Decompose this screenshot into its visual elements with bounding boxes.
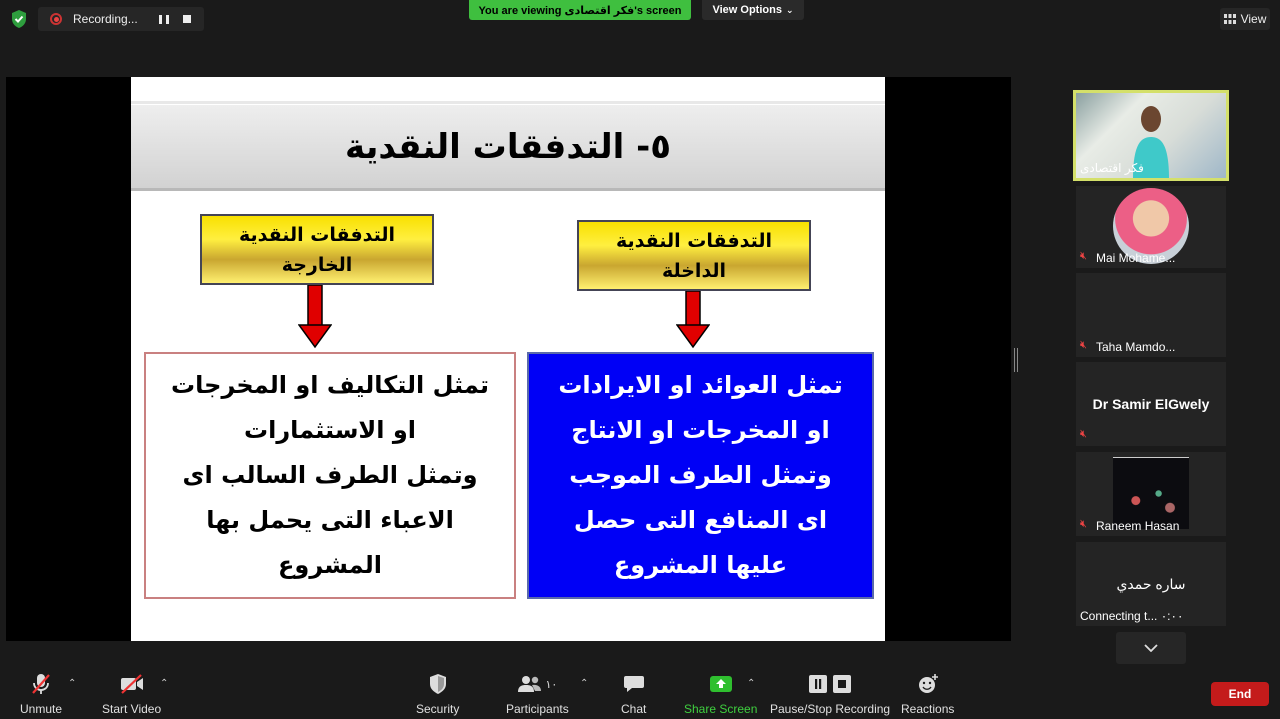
reactions-button[interactable] bbox=[901, 672, 954, 716]
slide-title: ٥- التدفقات النقدية bbox=[345, 126, 671, 167]
participant-tile-active-speaker[interactable] bbox=[1073, 90, 1229, 181]
shield-icon bbox=[428, 673, 448, 695]
chevron-down-icon: ⌄ bbox=[785, 4, 794, 15]
view-button[interactable] bbox=[1220, 8, 1270, 30]
unmute-label: Unmute bbox=[20, 702, 63, 716]
inflow-line-4: اى المنافع التى حصل bbox=[573, 506, 828, 534]
participant-name: Raneem Hasan bbox=[1096, 519, 1180, 533]
outflow-line-5: المشروع bbox=[278, 551, 382, 579]
chat-button[interactable] bbox=[621, 672, 646, 716]
end-meeting-button[interactable]: End bbox=[1211, 682, 1269, 706]
video-options-caret-icon[interactable]: ⌃ bbox=[160, 678, 169, 689]
outflow-line-2: او الاستثمارات bbox=[243, 416, 417, 444]
slide-title-bar bbox=[131, 105, 885, 191]
slide-top-line bbox=[131, 101, 885, 104]
outflow-line-3: وتمثل الطرف السالب اى bbox=[182, 461, 478, 489]
participants-button[interactable] bbox=[506, 672, 569, 716]
stop-recording-button[interactable] bbox=[183, 15, 191, 23]
participant-name: Taha Mamdo... bbox=[1096, 340, 1176, 354]
inflow-header-line-1: التدفقات النقدية bbox=[615, 229, 773, 252]
security-shield-icon bbox=[10, 9, 28, 29]
scroll-participants-down-button[interactable] bbox=[1116, 632, 1186, 664]
panel-resize-handle[interactable] bbox=[1014, 348, 1018, 372]
view-options-button[interactable] bbox=[702, 0, 804, 20]
security-label: Security bbox=[416, 702, 460, 716]
outflow-header-line-2: الخارجة bbox=[281, 253, 353, 276]
start-video-button[interactable] bbox=[102, 672, 161, 716]
connecting-status: Connecting t... ٠:٠٠ bbox=[1080, 609, 1184, 623]
pause-stop-recording-label: Pause/Stop Recording bbox=[770, 702, 891, 716]
down-arrow-icon bbox=[676, 291, 710, 349]
audio-options-caret-icon[interactable]: ⌃ bbox=[68, 678, 77, 689]
pause-stop-recording-button[interactable] bbox=[770, 672, 890, 716]
muted-mic-icon: 🔇︎ bbox=[1080, 428, 1087, 440]
participant-tile[interactable] bbox=[1076, 362, 1226, 446]
outflow-description-box bbox=[144, 352, 516, 599]
muted-mic-icon: 🔇︎ bbox=[1080, 339, 1087, 351]
recording-dot-icon bbox=[50, 13, 62, 25]
inflow-line-5: عليها المشروع bbox=[613, 551, 788, 579]
video-camera-off-icon bbox=[119, 674, 145, 694]
share-options-caret-icon[interactable]: ⌃ bbox=[747, 678, 756, 689]
participant-name: Dr Samir ElGwely bbox=[1092, 396, 1210, 412]
participant-tile[interactable] bbox=[1076, 186, 1226, 268]
shared-screen bbox=[6, 77, 1011, 641]
muted-mic-icon: 🔇︎ bbox=[1080, 250, 1087, 262]
participants-options-caret-icon[interactable]: ⌃ bbox=[580, 678, 589, 689]
participants-icon bbox=[517, 674, 543, 694]
microphone-muted-icon bbox=[30, 672, 52, 696]
inflow-line-2: او المخرجات او الانتاج bbox=[571, 416, 830, 444]
outflow-line-4: الاعباء التى يحمل بها bbox=[206, 506, 454, 534]
unmute-button[interactable] bbox=[20, 672, 62, 716]
outflow-header-box bbox=[200, 214, 434, 285]
recording-indicator bbox=[38, 7, 204, 31]
chat-bubble-icon bbox=[623, 674, 645, 694]
grid-view-icon bbox=[1224, 14, 1236, 24]
participant-name: Mai Mohame... bbox=[1096, 251, 1176, 265]
viewing-screen-banner: You are viewing فكر اقتصادى's screen bbox=[469, 0, 691, 20]
inflow-description-box bbox=[527, 352, 874, 599]
chevron-down-icon bbox=[1144, 644, 1158, 652]
inflow-line-1: تمثل العوائد او الايرادات bbox=[558, 371, 843, 399]
security-button[interactable] bbox=[416, 672, 459, 716]
inflow-line-3: وتمثل الطرف الموجب bbox=[569, 461, 832, 489]
meeting-toolbar bbox=[0, 664, 1280, 719]
smiley-plus-icon bbox=[916, 673, 940, 695]
pause-stop-icon bbox=[808, 674, 852, 694]
reactions-label: Reactions bbox=[901, 702, 955, 716]
view-label: View bbox=[1240, 12, 1267, 26]
chat-label: Chat bbox=[621, 702, 647, 716]
participant-name: فكر اقتصادى bbox=[1080, 161, 1144, 175]
pause-recording-button[interactable] bbox=[159, 15, 169, 24]
participant-name: ساره حمدي bbox=[1116, 576, 1186, 592]
share-screen-icon bbox=[709, 675, 733, 693]
participant-tile[interactable] bbox=[1076, 273, 1226, 357]
participant-tile[interactable] bbox=[1076, 542, 1226, 626]
participants-count: ١٠ bbox=[545, 678, 558, 691]
participants-label: Participants bbox=[506, 702, 569, 716]
start-video-label: Start Video bbox=[102, 702, 162, 716]
inflow-header-line-2: الداخلة bbox=[661, 259, 727, 282]
view-options-label: View Options bbox=[712, 4, 782, 16]
outflow-line-1: تمثل التكاليف او المخرجات bbox=[171, 371, 489, 399]
down-arrow-icon bbox=[298, 285, 332, 349]
participant-tile[interactable] bbox=[1076, 452, 1226, 536]
share-screen-label: Share Screen bbox=[684, 702, 758, 716]
recording-label: Recording... bbox=[73, 12, 138, 26]
presentation-slide bbox=[131, 77, 885, 641]
muted-mic-icon: 🔇︎ bbox=[1080, 518, 1087, 530]
inflow-header-box bbox=[577, 220, 811, 291]
outflow-header-line-1: التدفقات النقدية bbox=[238, 223, 396, 246]
